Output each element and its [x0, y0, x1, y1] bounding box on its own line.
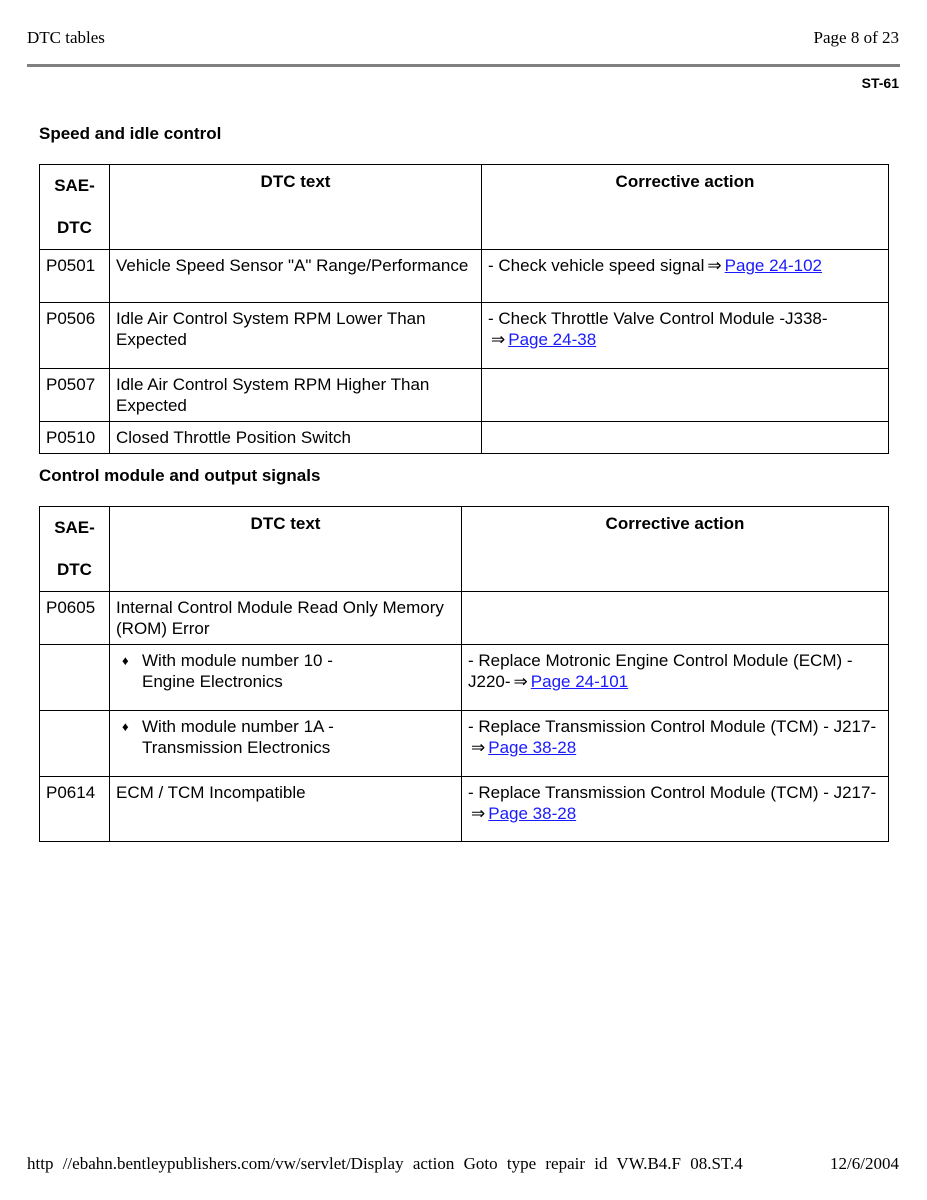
corrective-action [462, 711, 889, 777]
dtc-code [40, 645, 110, 711]
footer-date: 12/6/2004 [830, 1154, 899, 1173]
sub-item-line-2: Engine Electronics [142, 672, 283, 691]
header-sae-label: SAE- [54, 176, 95, 195]
section-title-speed-idle: Speed and idle control [39, 124, 222, 143]
table-header-row [40, 507, 889, 592]
sub-item [116, 650, 455, 692]
dtc-text: Closed Throttle Position Switch [110, 422, 482, 454]
document-title: DTC tables [27, 28, 105, 47]
sub-item-line-2: Transmission Electronics [142, 738, 331, 757]
arrow-right-icon: ⇒ [513, 672, 528, 691]
dtc-code: P0510 [40, 422, 110, 454]
page-number: Page 8 of 23 [813, 28, 899, 47]
table-row [40, 592, 889, 645]
sub-item [116, 716, 455, 758]
table-row [40, 777, 889, 842]
dtc-code: P0506 [40, 303, 110, 369]
dtc-code [40, 711, 110, 777]
table-row [40, 250, 889, 303]
sub-item-text [142, 716, 334, 758]
column-header-dtc-text: DTC text [110, 507, 462, 592]
action-text: - Check vehicle speed signal [488, 256, 705, 275]
dtc-text: Vehicle Speed Sensor "A" Range/Performance [110, 250, 482, 303]
table-row [40, 422, 889, 454]
corrective-action [482, 303, 889, 369]
action-text: - Replace Motronic Engine Control Module (ECM) -J220- [468, 651, 853, 691]
sub-item-line-1: With module number 1A - [142, 717, 334, 736]
dtc-text: Internal Control Module Read Only Memory (ROM) Error [110, 592, 462, 645]
sub-item-text [142, 650, 333, 692]
dtc-text [110, 645, 462, 711]
dtc-text: ECM / TCM Incompatible [110, 777, 462, 842]
table-header-row [40, 165, 889, 250]
action-text: - Replace Transmission Control Module (TCM) - J217- [468, 783, 877, 802]
table-row [40, 711, 889, 777]
arrow-right-icon: ⇒ [471, 738, 486, 757]
corrective-action [482, 422, 889, 454]
corrective-action [482, 369, 889, 422]
diamond-bullet-icon: ♦ [122, 653, 129, 668]
table-row [40, 369, 889, 422]
corrective-action [462, 592, 889, 645]
page-link[interactable]: Page 24-38 [508, 330, 597, 349]
dtc-text: Idle Air Control System RPM Higher Than Expected [110, 369, 482, 422]
arrow-right-icon: ⇒ [471, 804, 486, 823]
dtc-text [110, 711, 462, 777]
header-dtc-label: DTC [57, 560, 92, 579]
corrective-action [462, 777, 889, 842]
action-text: - Replace Transmission Control Module (TCM) - J217- [468, 717, 877, 736]
dtc-table-control-module [39, 506, 889, 842]
column-header-corrective-action: Corrective action [482, 165, 889, 250]
table-row [40, 303, 889, 369]
arrow-right-icon: ⇒ [491, 330, 506, 349]
page-link[interactable]: Page 24-102 [724, 256, 823, 275]
action-text: - Check Throttle Valve Control Module -J338- [488, 309, 828, 328]
section-title-control-module: Control module and output signals [39, 466, 321, 485]
column-header-dtc-text: DTC text [110, 165, 482, 250]
column-header-sae-dtc [40, 507, 110, 592]
arrow-right-icon: ⇒ [707, 256, 722, 275]
dtc-code: P0614 [40, 777, 110, 842]
dtc-table-speed-idle [39, 164, 889, 454]
column-header-sae-dtc [40, 165, 110, 250]
dtc-code: P0605 [40, 592, 110, 645]
page-link[interactable]: Page 38-28 [488, 738, 577, 757]
corrective-action [462, 645, 889, 711]
corrective-action [482, 250, 889, 303]
diamond-bullet-icon: ♦ [122, 719, 129, 734]
sub-item-line-1: With module number 10 - [142, 651, 333, 670]
dtc-code: P0501 [40, 250, 110, 303]
header-divider [27, 64, 900, 67]
table-row [40, 645, 889, 711]
header-sae-label: SAE- [54, 518, 95, 537]
section-code: ST-61 [861, 75, 899, 91]
page-link[interactable]: Page 38-28 [488, 804, 577, 823]
dtc-code: P0507 [40, 369, 110, 422]
dtc-text: Idle Air Control System RPM Lower Than Expected [110, 303, 482, 369]
header-dtc-label: DTC [57, 218, 92, 237]
page-link[interactable]: Page 24-101 [530, 672, 629, 691]
column-header-corrective-action: Corrective action [462, 507, 889, 592]
footer-url: http //ebahn.bentleypublishers.com/vw/servlet/Display action Goto type repair id VW.B4.F 08.ST.4 [27, 1154, 743, 1173]
